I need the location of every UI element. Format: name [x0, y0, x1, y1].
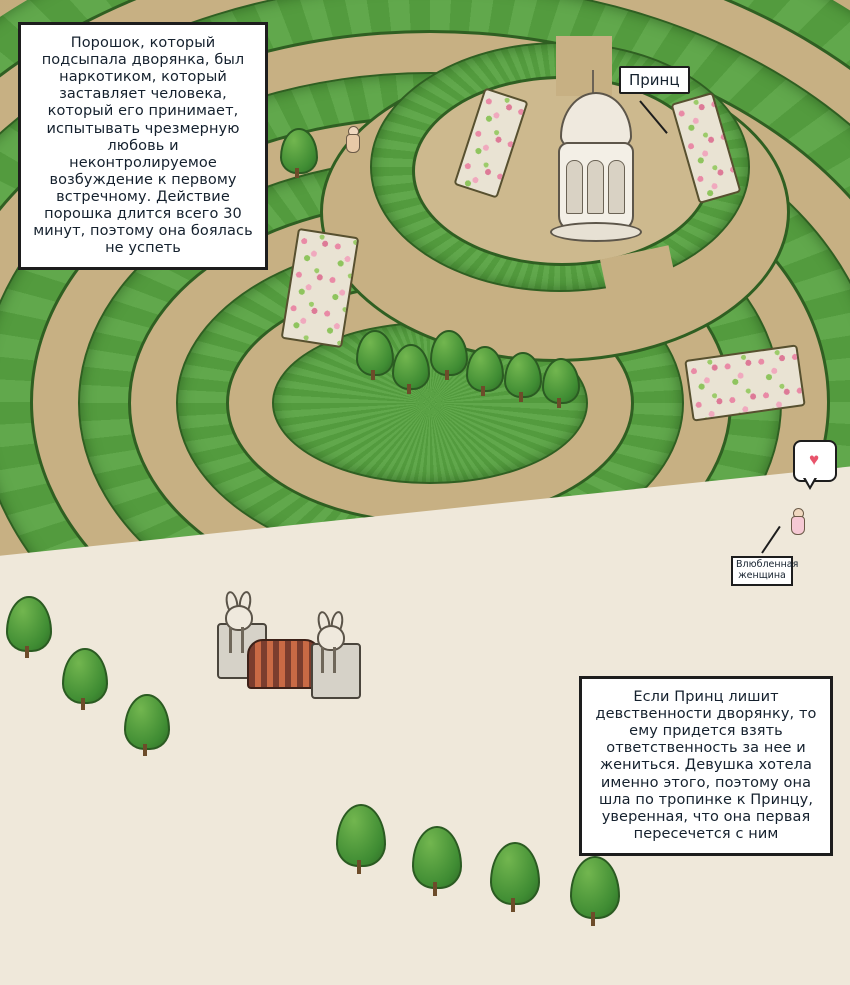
tree — [412, 826, 458, 896]
tree-trunk — [357, 860, 361, 874]
figure-body — [346, 134, 360, 153]
heart-speech-bubble — [793, 440, 837, 482]
tree-crown — [570, 856, 620, 919]
tree-crown — [62, 648, 108, 704]
tree — [430, 330, 464, 380]
tree-trunk — [143, 744, 147, 756]
figure-body — [791, 516, 805, 535]
tree — [62, 648, 104, 710]
tree-trunk — [25, 646, 29, 658]
figure-woman-in-love — [790, 508, 804, 534]
rabbit-legs — [321, 647, 324, 673]
tree-trunk — [371, 370, 375, 380]
rabbit-legs — [229, 627, 232, 653]
tree-crown — [124, 694, 170, 750]
tree — [542, 358, 576, 408]
gazebo — [546, 70, 642, 245]
figure-noblewoman — [345, 126, 359, 152]
gazebo-arch-center — [587, 160, 604, 214]
tree-trunk — [295, 168, 299, 178]
tree-trunk — [511, 898, 515, 912]
tree-crown — [6, 596, 52, 652]
rabbit-left — [223, 597, 253, 643]
tree-trunk — [81, 698, 85, 710]
gazebo-base — [550, 222, 642, 242]
label-prince: Принц — [619, 66, 690, 94]
tree-trunk — [433, 882, 437, 896]
tree — [6, 596, 48, 658]
tree — [124, 694, 166, 756]
caption-bottom: Если Принц лишит девственности дворянку, то ему придется взять ответственность за нее и жениться. Девушка хотела именно этого, поэтому она шла по тропинке к Принцу, уверенная, что она первая пересечется с ним — [579, 676, 833, 856]
label-woman-in-love: Влюбленная женщина — [731, 556, 793, 586]
tree — [504, 352, 538, 402]
rabbit-legs — [241, 627, 244, 653]
tree-trunk — [481, 386, 485, 396]
heart-icon: ♥ — [808, 450, 820, 469]
gazebo-arch-left — [566, 160, 583, 214]
tree — [356, 330, 390, 380]
gazebo-body — [558, 142, 634, 232]
tree-trunk — [519, 392, 523, 402]
carriage-canopy — [247, 639, 321, 689]
rabbit-right — [315, 617, 345, 663]
caption-top: Порошок, который подсыпала дворянка, был наркотиком, который заставляет человека, который его принимает, испытывать чрезмерную любовь и неконтролируемое возбуждение к первому встречному. Действие порошка длится всего 30 минут, поэтому она боялась не успеть — [18, 22, 268, 270]
tree-trunk — [445, 370, 449, 380]
tree — [466, 346, 500, 396]
tree-crown — [412, 826, 462, 889]
bubble-tail-inner — [805, 477, 815, 486]
tree — [280, 128, 314, 178]
flower-dots — [686, 347, 803, 420]
tree — [490, 842, 536, 912]
tree-trunk — [407, 384, 411, 394]
tree-crown — [336, 804, 386, 867]
rabbit-carriage — [205, 605, 365, 765]
tree — [392, 344, 426, 394]
gazebo-arch-right — [608, 160, 625, 214]
tree — [336, 804, 382, 874]
rabbit-legs — [333, 647, 336, 673]
tree — [570, 856, 616, 926]
tree-crown — [490, 842, 540, 905]
tree-trunk — [557, 398, 561, 408]
tree-trunk — [591, 912, 595, 926]
